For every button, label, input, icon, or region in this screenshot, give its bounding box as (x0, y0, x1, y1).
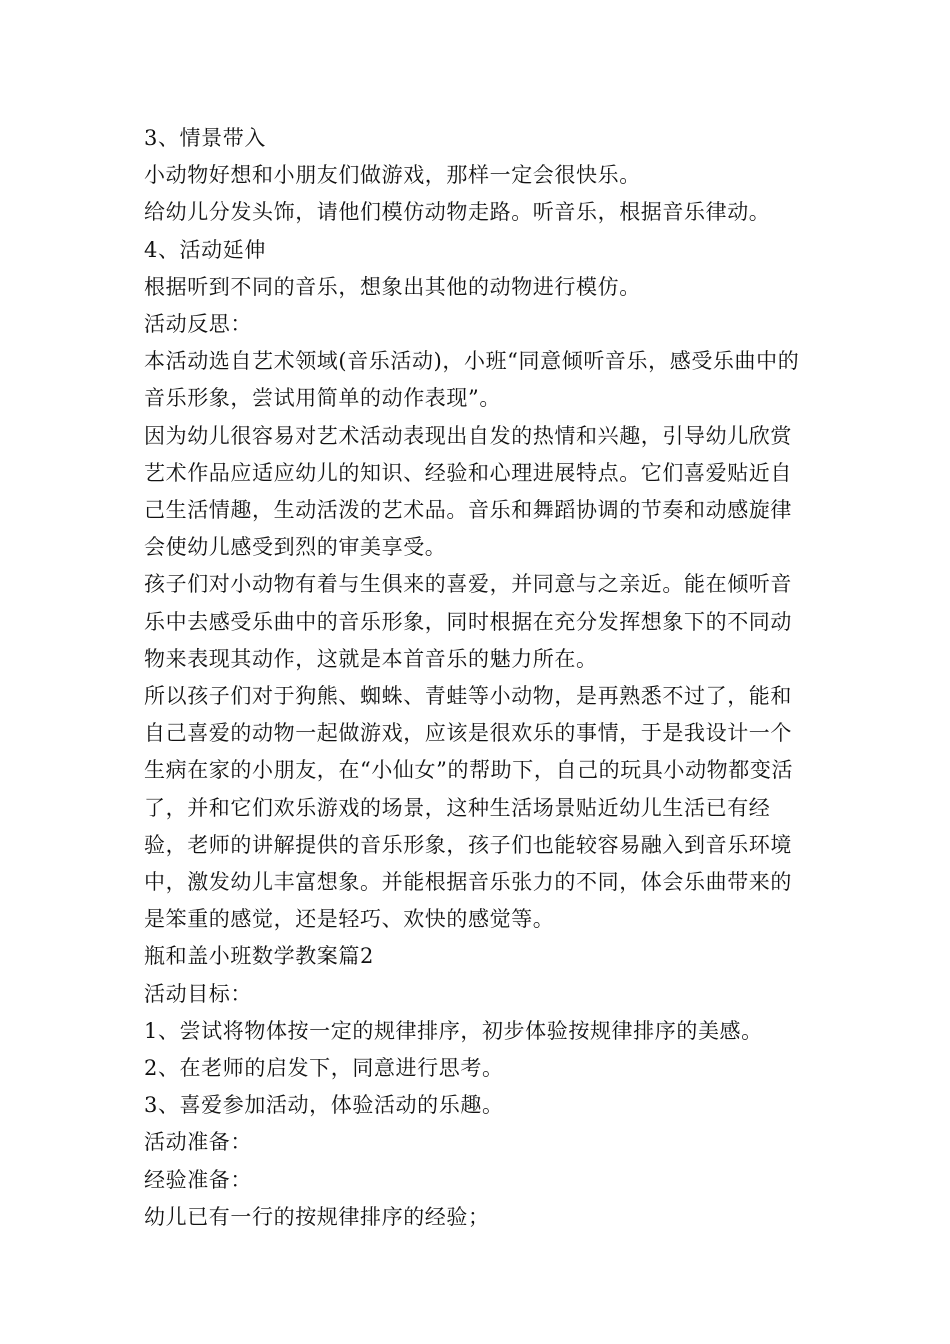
list-item: 2、在老师的启发下，同意进行思考。 (144, 1056, 504, 1081)
section-heading-preparation: 活动准备： (144, 1130, 252, 1155)
paragraph: 所以孩子们对于狗熊、蜘蛛、青蛙等小动物，是再熟悉不过了，能和自己喜爱的动物一起做游戏，应该是很欢乐的事情，于是我设计一个生病在家的小朋友，在“小仙女”的帮助下，自己的玩具小动物都变活了，并和它们欢乐游戏的场景，这种生活场景贴近幼儿生活已有经验，老师的讲解提供的音乐形象，孩子们也能较容易融入到音乐环境中，激发幼儿丰富想象。并能根据音乐张力的不同，体会乐曲带来的是笨重的感觉，还是轻巧、欢快的感觉等。 (144, 684, 794, 932)
section-heading-scenario: 3、情景带入 (144, 126, 266, 150)
paragraph: 本活动选自艺术领域(音乐活动)，小班“同意倾听音乐，感受乐曲中的音乐形象，尝试用简单的动作表现”。 (144, 349, 800, 411)
paragraph: 因为幼儿很容易对艺术活动表现出自发的热情和兴趣，引导幼儿欣赏艺术作品应适应幼儿的知识、经验和心理进展特点。它们喜爱贴近自己生活情趣，生动活泼的艺术品。音乐和舞蹈协调的节奏和动感旋律会使幼儿感受到烈的审美享受。 (144, 423, 792, 560)
section-heading-objectives: 活动目标： (144, 981, 252, 1006)
section-heading-reflection: 活动反思： (144, 312, 252, 337)
paragraph: 根据听到不同的音乐，想象出其他的动物进行模仿。 (144, 274, 641, 299)
list-item: 1、尝试将物体按一定的规律排序，初步体验按规律排序的美感。 (144, 1018, 763, 1043)
list-item: 3、喜爱参加活动，体验活动的乐趣。 (144, 1093, 504, 1118)
paragraph: 孩子们对小动物有着与生俱来的喜爱，并同意与之亲近。能在倾听音乐中去感受乐曲中的音乐形象，同时根据在充分发挥想象下的不同动物来表现其动作，这就是本首音乐的魅力所在。 (144, 572, 792, 671)
paragraph: 幼儿已有一行的按规律排序的经验； (144, 1204, 490, 1229)
paragraph: 给幼儿分发头饰，请他们模仿动物走路。听音乐，根据音乐律动。 (144, 200, 771, 225)
section-heading-extension: 4、活动延伸 (144, 237, 266, 262)
document-body (144, 120, 810, 1236)
section-heading-experience: 经验准备： (144, 1167, 252, 1192)
paragraph: 小动物好想和小朋友们做游戏，那样一定会很快乐。 (144, 163, 641, 188)
lesson-plan-title: 瓶和盖小班数学教案篇2 (144, 944, 374, 969)
